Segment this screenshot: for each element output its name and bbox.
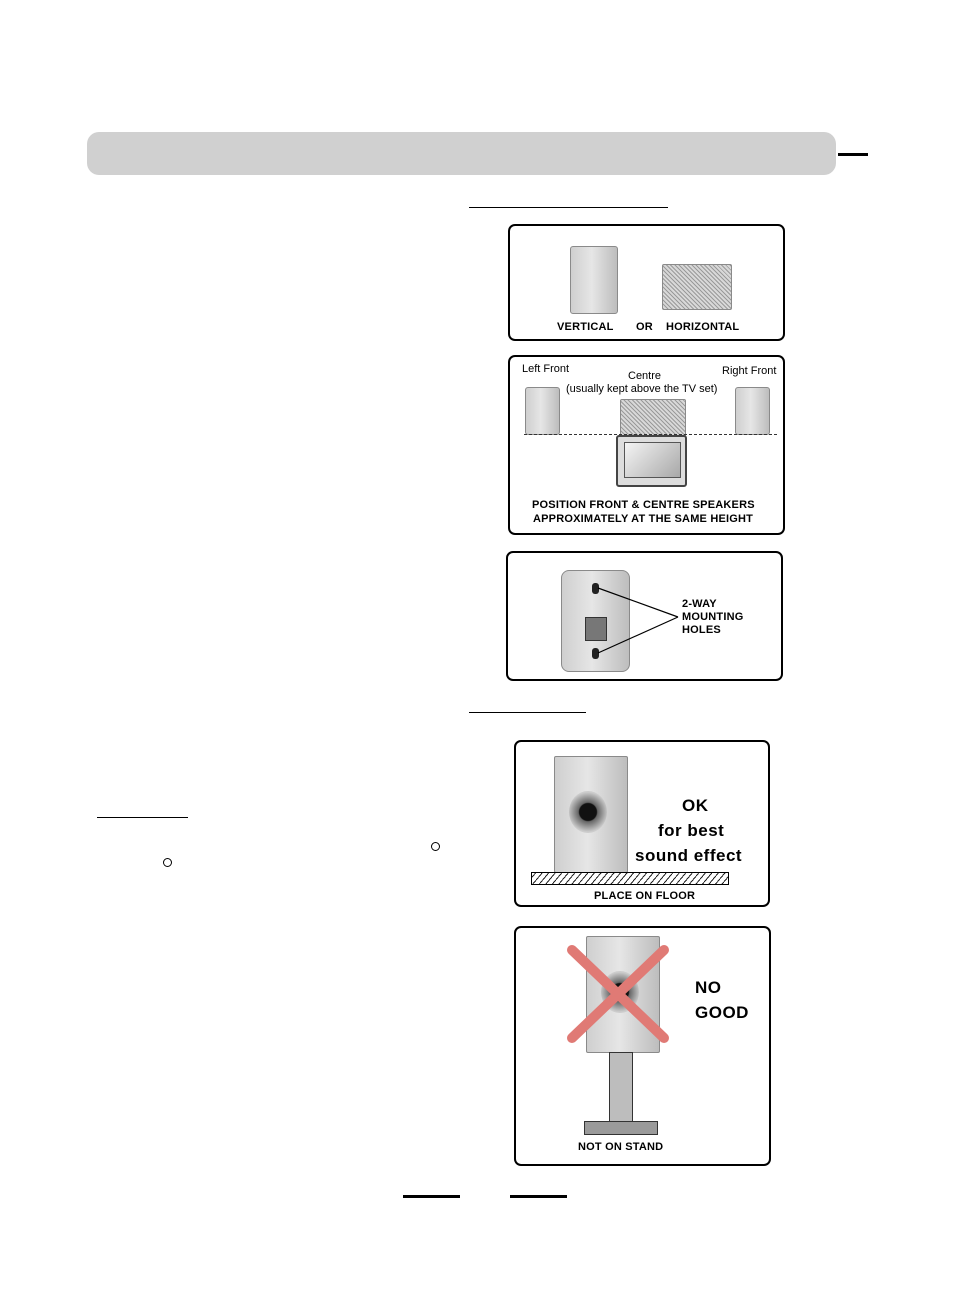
no-good-label-line-2: GOOD <box>695 1003 749 1022</box>
centre-speaker-image <box>620 399 686 437</box>
subwoofer-image <box>554 756 628 873</box>
horizontal-label: HORIZONTAL <box>666 321 740 333</box>
stand-caption: NOT ON STAND <box>578 1141 664 1153</box>
vertical-label: VERTICAL <box>557 321 614 333</box>
header-tick <box>838 153 868 156</box>
floor-caption: PLACE ON FLOOR <box>594 890 696 902</box>
circle-marker <box>163 858 172 867</box>
mounting-label-line-1: 2-WAY <box>682 598 717 610</box>
ok-label-line-1: OK <box>682 796 709 815</box>
vertical-speaker-image <box>570 246 618 314</box>
section-rule-top <box>469 207 668 208</box>
subwoofer-stand-panel <box>514 926 771 1166</box>
circle-marker <box>431 842 440 851</box>
right-front-speaker-image <box>735 387 770 435</box>
mounting-label-line-3: HOLES <box>682 624 721 636</box>
left-front-speaker-image <box>525 387 560 435</box>
left-front-label: Left Front <box>522 363 570 375</box>
ok-label-line-2: for best <box>658 821 725 840</box>
right-front-label: Right Front <box>722 365 777 377</box>
horizontal-speaker-image <box>662 264 732 310</box>
centre-label: Centre <box>628 370 662 382</box>
front-speakers-panel <box>508 355 785 535</box>
mounting-panel <box>506 551 783 681</box>
subwoofer-port <box>569 791 607 833</box>
tv-screen <box>624 442 681 478</box>
footer-rule-left <box>403 1195 460 1198</box>
no-good-label-line-1: NO <box>695 978 722 997</box>
subwoofer-floor-panel <box>514 740 770 907</box>
front-caption-line-2: APPROXIMATELY AT THE SAME HEIGHT <box>533 513 754 525</box>
section-rule-middle <box>469 712 586 713</box>
orientation-panel <box>508 224 785 341</box>
header-bar <box>87 132 836 175</box>
centre-note-label: (usually kept above the TV set) <box>566 383 718 395</box>
cross-icon <box>516 928 773 1168</box>
floor-hatch <box>531 872 729 885</box>
or-label: OR <box>636 321 653 333</box>
mounting-label-line-2: MOUNTING <box>682 611 744 623</box>
section-rule-left <box>97 817 188 818</box>
ok-label-line-3: sound effect <box>635 846 743 865</box>
tv-set-image <box>616 435 687 487</box>
front-caption-line-1: POSITION FRONT & CENTRE SPEAKERS <box>532 499 755 511</box>
footer-rule-right <box>510 1195 567 1198</box>
